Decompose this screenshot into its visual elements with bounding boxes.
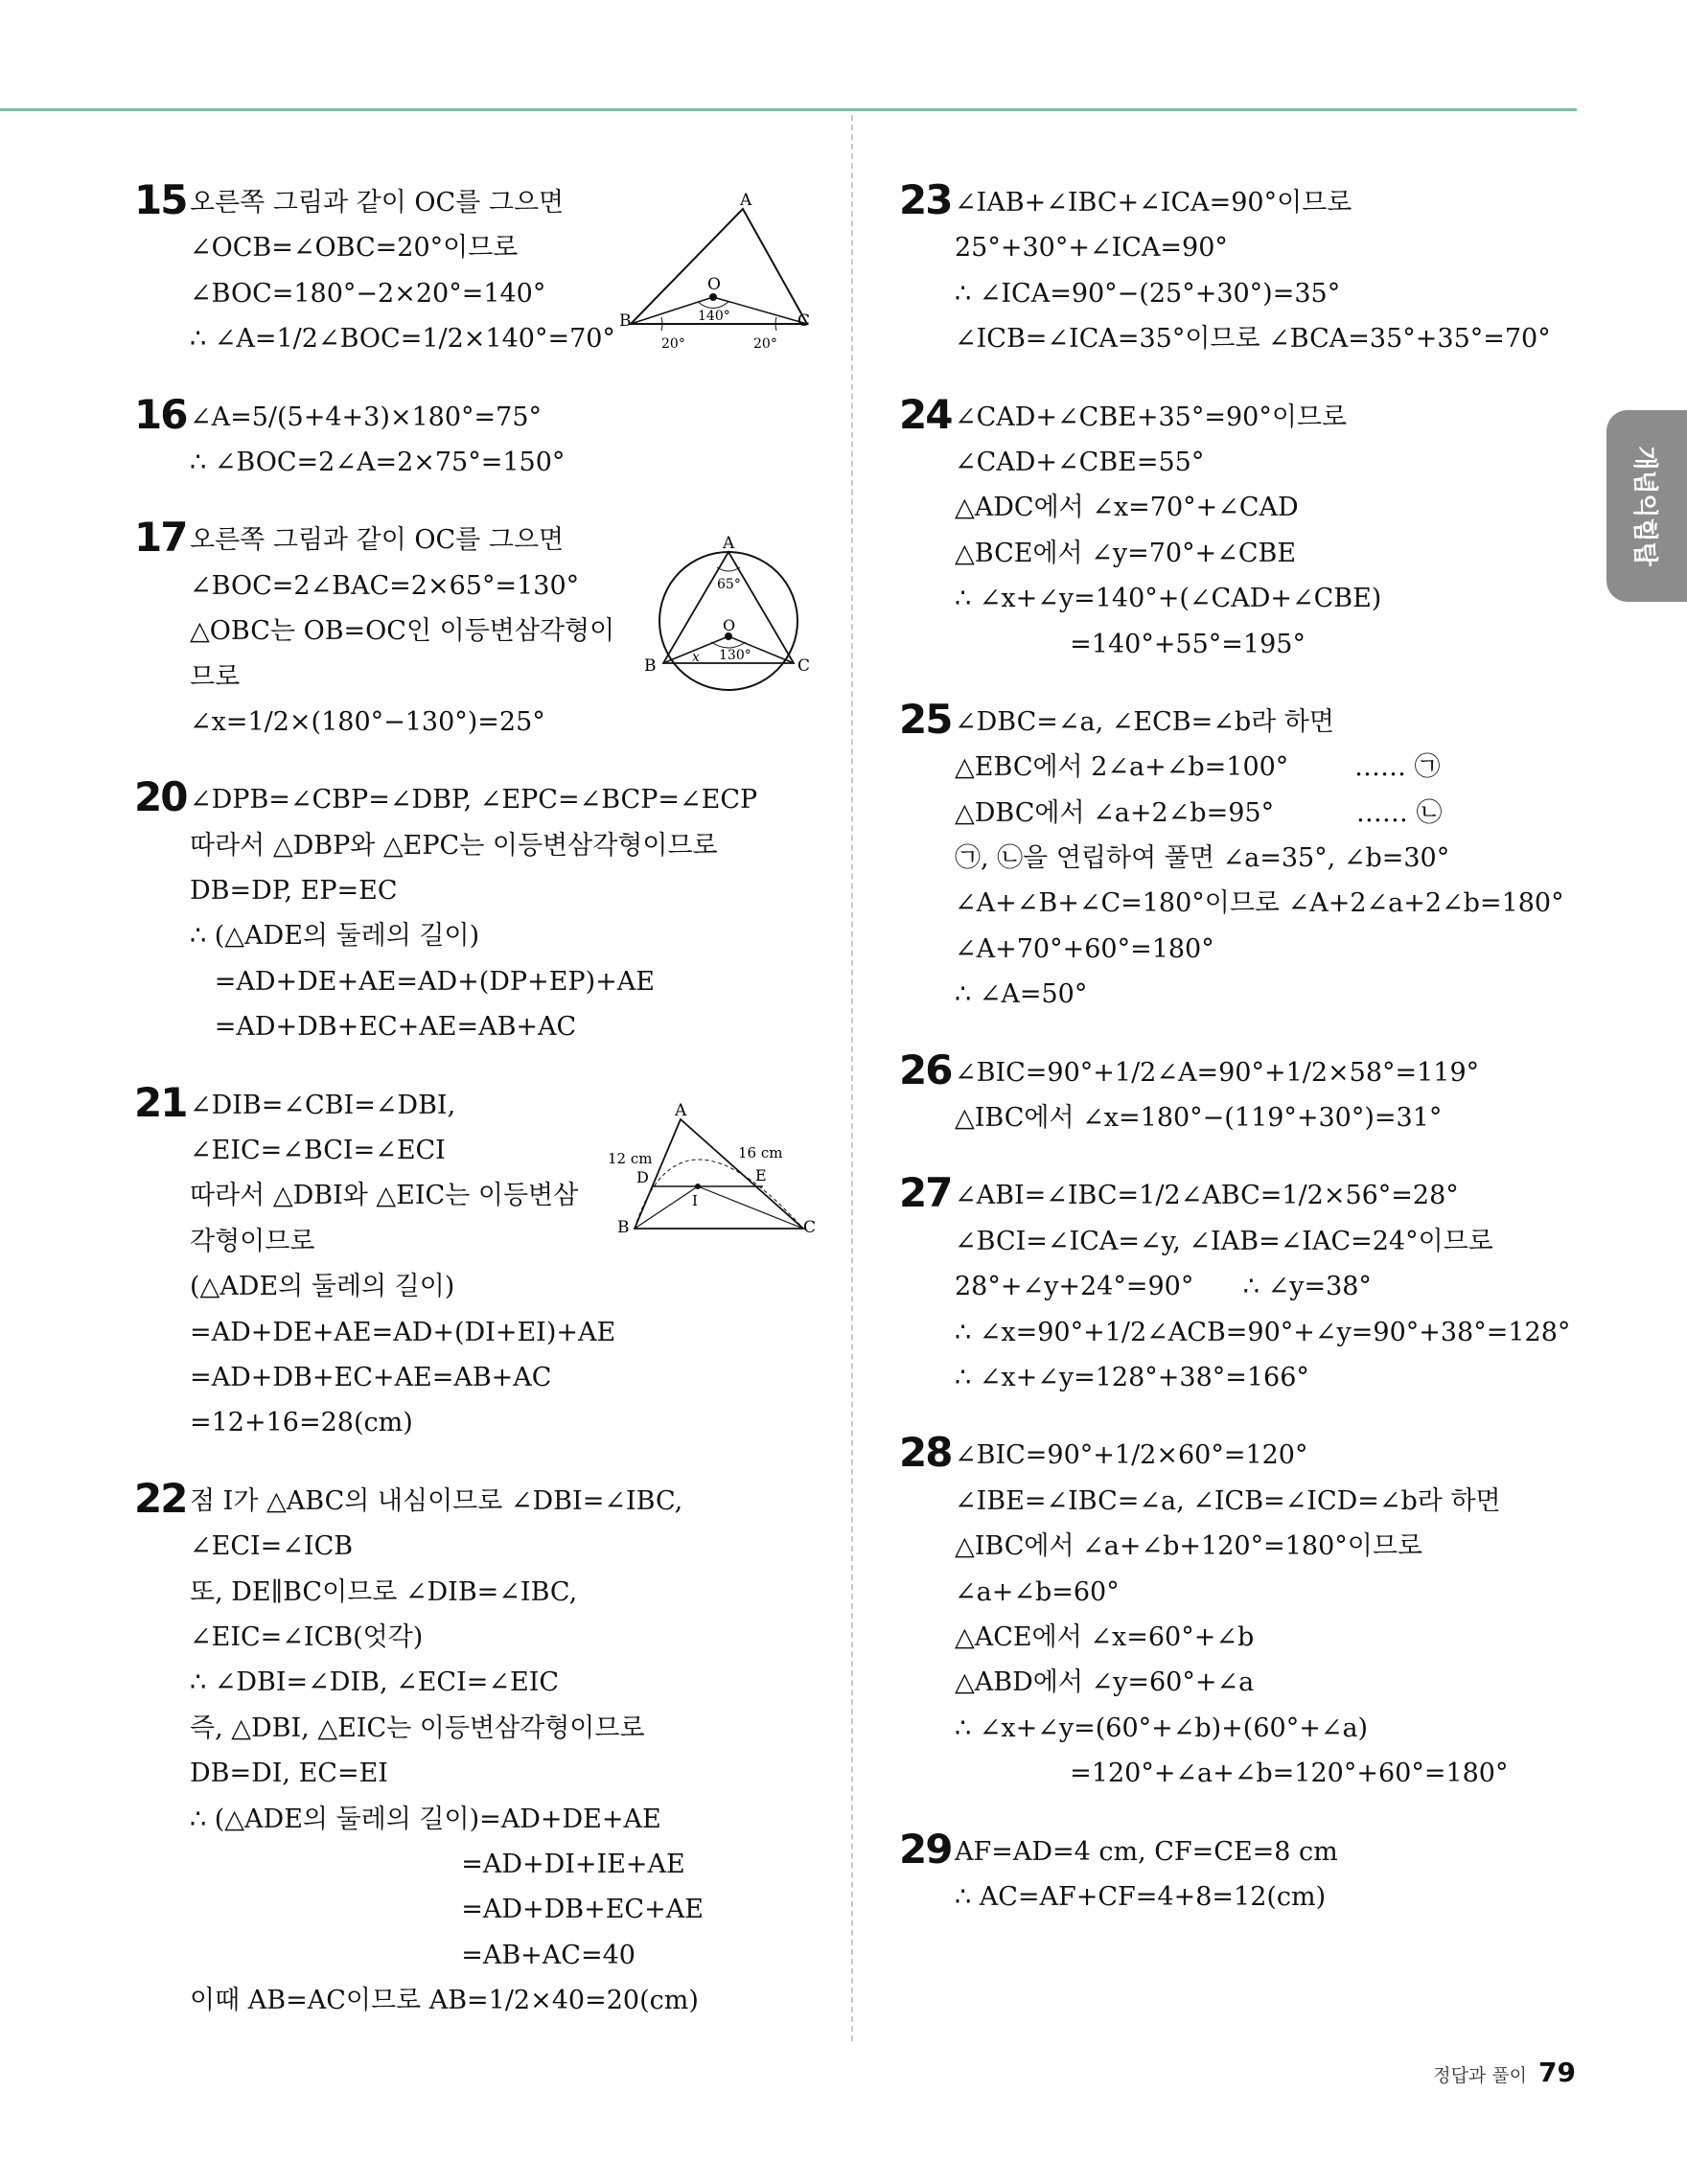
- figure-21-triangle: [602, 1100, 815, 1244]
- solution-line: ∠ICB=∠ICA=35°이므로 ∠BCA=35°+35°=70°: [955, 324, 1551, 355]
- solution-body: [955, 395, 1589, 667]
- problem-number: 29: [899, 1825, 952, 1873]
- solution-line: ∠DPB=∠CBP=∠DBP, ∠EPC=∠BCP=∠ECP: [190, 785, 758, 816]
- problem-24: [899, 390, 1589, 667]
- solution-line: ∠BCI=∠ICA=∠y, ∠IAB=∠IAC=24°이므로: [955, 1226, 1493, 1256]
- solution-line: ∴ ∠x=90°+1/2∠ACB=90°+∠y=90°+38°=128°: [955, 1317, 1571, 1347]
- problem-25: [899, 695, 1589, 1018]
- problem-number: 16: [134, 390, 187, 438]
- solution-line: ∠A+70°+60°=180°: [955, 933, 1214, 964]
- fig15-label-c: C: [797, 311, 811, 331]
- problem-number: 17: [134, 514, 187, 562]
- solution-line: (△ADE의 둘레의 길이): [190, 1272, 455, 1302]
- problem-number: 28: [899, 1429, 952, 1477]
- footer-label: 정답과 풀이: [1433, 2065, 1528, 2086]
- solution-line: ∴ AC=AF+CF=4+8=12(cm): [955, 1881, 1327, 1912]
- problem-number: 22: [134, 1474, 187, 1522]
- fig21-label-c: C: [803, 1218, 817, 1237]
- solution-line: 므로: [190, 661, 241, 692]
- solution-body: [190, 395, 834, 486]
- solution-line: =140°+55°=195°: [955, 629, 1306, 659]
- problem-number: 15: [134, 176, 187, 223]
- solution-line: ∴ (△ADE의 둘레의 길이): [190, 921, 480, 952]
- solution-line: △ACE에서 ∠x=60°+∠b: [955, 1621, 1255, 1652]
- solution-line: 25°+30°+∠ICA=90°: [955, 233, 1228, 264]
- solution-line: ∠x=1/2×(180°−130°)=25°: [190, 706, 545, 737]
- fig17-angle-boc: 130°: [719, 648, 751, 663]
- solution-line: ∠EIC=∠BCI=∠ECI: [190, 1136, 446, 1166]
- solution-body: [955, 1433, 1589, 1796]
- solution-line: ∴ ∠DBI=∠DIB, ∠ECI=∠EIC: [190, 1667, 560, 1698]
- figure-15-triangle: [619, 191, 815, 364]
- fig17-label-o: O: [723, 616, 736, 634]
- solution-line: 점 I가 △ABC의 내심이므로 ∠DBI=∠IBC,: [190, 1485, 683, 1516]
- fig15-label-b: B: [619, 311, 632, 331]
- solution-line: △IBC에서 ∠x=180°−(119°+30°)=31°: [955, 1103, 1443, 1134]
- solution-line: ∠OCB=∠OBC=20°이므로: [190, 233, 519, 264]
- solution-line: △OBC는 OB=OC인 이등변삼각형이: [190, 616, 615, 647]
- fig15-angle-boc: 140°: [698, 309, 730, 324]
- solution-line: =AD+DI+IE+AE: [190, 1849, 685, 1879]
- problem-29: [899, 1825, 1589, 1920]
- fig21-label-d: D: [636, 1168, 649, 1186]
- solution-body: [955, 1829, 1589, 1920]
- solution-line: ∠CAD+∠CBE=55°: [955, 447, 1205, 477]
- solution-line: =120°+∠a+∠b=120°+60°=180°: [955, 1759, 1509, 1789]
- problem-20: [134, 773, 834, 1049]
- solution-line: △IBC에서 ∠a+∠b+120°=180°이므로: [955, 1531, 1422, 1562]
- solution-line: =12+16=28(cm): [190, 1408, 413, 1438]
- solution-body: [955, 180, 1589, 362]
- solution-line: ∠BIC=90°+1/2∠A=90°+1/2×58°=119°: [955, 1057, 1480, 1088]
- solution-line: △EBC에서 2∠a+∠b=100° …… ㉠: [955, 752, 1441, 783]
- solution-line: ㉠, ㉡을 연립하여 풀면 ∠a=35°, ∠b=30°: [955, 843, 1450, 874]
- solution-line: ∠EIC=∠ICB(엇각): [190, 1621, 424, 1652]
- fig21-label-e: E: [755, 1166, 767, 1184]
- solution-line: DB=DP, EP=EC: [190, 876, 398, 907]
- solution-line: ∠BIC=90°+1/2×60°=120°: [955, 1440, 1308, 1471]
- problem-22: [134, 1474, 834, 2024]
- solution-body: [955, 700, 1589, 1018]
- problem-28: [899, 1429, 1589, 1796]
- solution-line: ∠DBC=∠a, ∠ECB=∠b라 하면: [955, 706, 1334, 737]
- fig17-angle-x: x: [692, 650, 700, 665]
- solution-line: ∠A+∠B+∠C=180°이므로 ∠A+2∠a+2∠b=180°: [955, 888, 1564, 919]
- solution-body: [190, 777, 834, 1049]
- solution-line: ∠ABI=∠IBC=1/2∠ABC=1/2×56°=28°: [955, 1181, 1459, 1211]
- solution-line: 28°+∠y+24°=90° ∴ ∠y=38°: [955, 1272, 1372, 1302]
- page-footer: [1433, 2057, 1576, 2088]
- solution-line: ∠CAD+∠CBE+35°=90°이므로: [955, 402, 1348, 432]
- problem-number: 25: [899, 695, 952, 743]
- solution-line: △ABD에서 ∠y=60°+∠a: [955, 1667, 1255, 1698]
- column-divider: [851, 115, 853, 2041]
- figure-17-circle: [642, 534, 815, 692]
- solution-body: [190, 1479, 834, 2024]
- solution-line: ∠IAB+∠IBC+∠ICA=90°이므로: [955, 188, 1352, 218]
- solution-line: ∠IBE=∠IBC=∠a, ∠ICB=∠ICD=∠b라 하면: [955, 1485, 1501, 1516]
- right-column: [899, 176, 1589, 1952]
- fig15-angle-ocb: 20°: [753, 336, 777, 352]
- fig21-label-b: B: [617, 1218, 630, 1237]
- solution-body: [955, 1050, 1589, 1141]
- solution-line: ∴ (△ADE의 둘레의 길이)=AD+DE+AE: [190, 1804, 661, 1834]
- fig17-label-b: B: [644, 656, 657, 676]
- problem-number: 26: [899, 1046, 952, 1093]
- solution-line: △DBC에서 ∠a+2∠b=95° …… ㉡: [955, 797, 1443, 828]
- solution-line: ∠a+∠b=60°: [955, 1576, 1120, 1607]
- solution-line: ∴ ∠A=1/2∠BOC=1/2×140°=70°: [190, 324, 615, 355]
- top-rule: [0, 108, 1577, 111]
- problem-number: 23: [899, 176, 952, 223]
- solution-line: =AD+DE+AE=AD+(DI+EI)+AE: [190, 1317, 616, 1347]
- solution-line: =AD+DB+EC+AE: [190, 1895, 704, 1925]
- solution-line: ∠BOC=2∠BAC=2×65°=130°: [190, 570, 580, 601]
- fig17-label-a: A: [723, 534, 735, 553]
- problem-number: 20: [134, 773, 187, 821]
- fig21-length-ab: 12 cm: [608, 1150, 653, 1167]
- solution-line: 오른쪽 그림과 같이 OC를 그으면: [190, 525, 565, 556]
- problem-27: [899, 1169, 1589, 1400]
- solution-line: ∴ ∠x+∠y=(60°+∠b)+(60°+∠a): [955, 1713, 1369, 1743]
- solution-line: ∴ ∠x+∠y=128°+38°=166°: [955, 1362, 1309, 1392]
- solution-line: ∴ ∠BOC=2∠A=2×75°=150°: [190, 447, 566, 477]
- solution-line: 따라서 △DBI와 △EIC는 이등변삼: [190, 1181, 579, 1211]
- problem-16: [134, 390, 834, 486]
- solution-line: ∠ECI=∠ICB: [190, 1531, 354, 1562]
- solution-line: ∠DIB=∠CBI=∠DBI,: [190, 1090, 456, 1120]
- fig21-label-i: I: [692, 1192, 698, 1209]
- page-number: 79: [1538, 2057, 1576, 2088]
- fig15-angle-obc: 20°: [661, 336, 685, 352]
- solution-line: 이때 AB=AC이므로 AB=1/2×40=20(cm): [190, 1986, 699, 2016]
- solution-line: 따라서 △DBP와 △EPC는 이등변삼각형이므로: [190, 830, 718, 861]
- fig21-label-a: A: [675, 1101, 687, 1120]
- solution-line: DB=DI, EC=EI: [190, 1759, 388, 1789]
- solution-line: AF=AD=4 cm, CF=CE=8 cm: [955, 1836, 1338, 1867]
- solution-line: ∴ ∠ICA=90°−(25°+30°)=35°: [955, 278, 1341, 309]
- solution-line: ∠BOC=180°−2×20°=140°: [190, 278, 546, 309]
- solution-line: 즉, △DBI, △EIC는 이등변삼각형이므로: [190, 1713, 645, 1743]
- solution-body: [955, 1173, 1589, 1400]
- solution-line: =AD+DB+EC+AE=AB+AC: [190, 1362, 552, 1392]
- solution-line: ∴ ∠A=50°: [955, 979, 1088, 1010]
- solution-line: 각형이므로: [190, 1226, 315, 1256]
- solution-line: ∴ ∠x+∠y=140°+(∠CAD+∠CBE): [955, 584, 1382, 614]
- problem-number: 24: [899, 390, 952, 438]
- solution-line: ∠A=5/(5+4+3)×180°=75°: [190, 402, 543, 432]
- fig17-angle-a: 65°: [717, 577, 741, 592]
- solution-line: 오른쪽 그림과 같이 OC를 그으면: [190, 188, 565, 218]
- solution-line: △BCE에서 ∠y=70°+∠CBE: [955, 538, 1297, 568]
- fig21-length-ac: 16 cm: [738, 1144, 783, 1161]
- problem-26: [899, 1046, 1589, 1141]
- chapter-side-tab[interactable]: [1606, 410, 1687, 602]
- solution-line: =AD+DB+EC+AE=AB+AC: [190, 1012, 577, 1043]
- fig15-label-a: A: [740, 191, 752, 210]
- problem-number: 27: [899, 1169, 952, 1217]
- fig15-label-o: O: [707, 275, 721, 294]
- solution-line: 또, DE∥BC이므로 ∠DIB=∠IBC,: [190, 1576, 578, 1607]
- side-tab-label: 개념익힘탑: [1629, 446, 1659, 566]
- problem-number: 21: [134, 1078, 187, 1126]
- solution-line: =AB+AC=40: [190, 1940, 636, 1970]
- solution-line: △ADC에서 ∠x=70°+∠CAD: [955, 493, 1299, 523]
- problem-23: [899, 176, 1589, 362]
- solution-line: =AD+DE+AE=AD+(DP+EP)+AE: [190, 966, 655, 997]
- fig17-label-c: C: [797, 656, 811, 676]
